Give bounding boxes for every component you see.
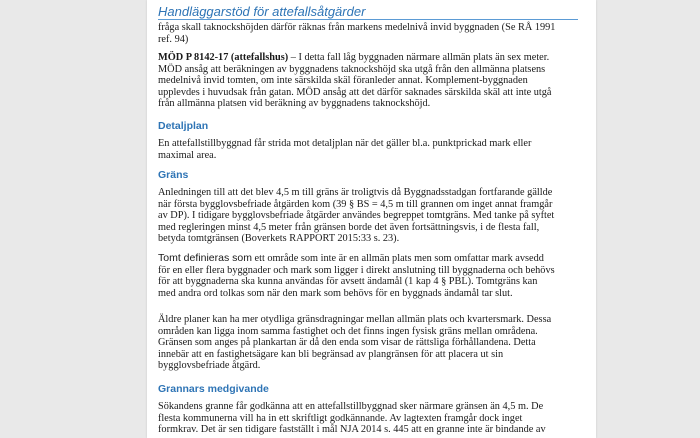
- tomt-definition-text: ett område som inte är en allmän plats men som omfattar mark avsedd för en eller flera byggnader och mark som ligger i direkt anslutning till byggnaderna och behövs för att byggnaderna ska kunna användas för avsett ändamål (1 kap 4 § PBL). Tomtgräns kan med andra ord tolkas som när den mark som behövs för en byggnads ändamål tar slut.: [158, 253, 555, 299]
- grans-paragraph-3: Äldre planer kan ha mer otydliga gränsdragningar mellan allmän plats och kvartersmark. Dessa områden kan ligga inom samma fastighet och det finns ingen fysisk gräns mellan områdena. Gränsen som anges på plankartan är då den enda som visar de rättsliga förhållandena. Detta innebär att en fastighetsägare kan bli begränsad av plangränsen för att placera ut sin bygglovsbefriade åtgärd.: [158, 314, 552, 372]
- document-page: [147, 0, 596, 438]
- page-header: Handläggarstöd för attefallsåtgärder: [158, 4, 366, 19]
- tomt-definition-lead: Tomt definieras som: [158, 252, 252, 264]
- grans-paragraph-2: [158, 253, 556, 299]
- mod-case-paragraph: [158, 52, 556, 110]
- detaljplan-paragraph: En attefallstillbyggnad får strida mot detaljplan när det gäller bl.a. punktprickad mark eller maximal area.: [158, 138, 532, 161]
- intro-paragraph: fråga skall taknockshöjden därför räknas från markens medelnivå invid byggnaden (Se RÅ 1991 ref. 94): [158, 22, 556, 45]
- heading-grannars-medgivande: Grannars medgivande: [158, 383, 269, 395]
- case-text: – I detta fall låg byggnaden närmare allmän plats än sex meter. MÖD ansåg att beräkningen av byggnadens taknockshöjd ska utgå från den allmänna platsens medelnivå invid tomten, om inte särskilda skäl föranleder annat. Komplement-byggnaden upplevdes i huvudsak från gatan. MÖD ansåg att det därför saknades särskilda skäl att inte utgå från allmänna platsen vid beräkning av byggnadens taknockshöjd.: [158, 52, 552, 110]
- grans-paragraph-1: Anledningen till att det blev 4,5 m till gräns är troligtvis då Byggnadsstadgan fortfarande gällde när första bygglovsbefriade åtgärden kom (39 § BS = 4,5 m till grannen om inget annat framgår av DP). I tidigare bygglovsbefriade åtgärder användes begreppet tomtgräns. Med tanke på syftet med regleringen minst 4,5 meter från gränsen borde det även fortsättningsvis, i de flesta fall, betyda tomtgränsen (Boverkets RAPPORT 2015:33 s. 23).: [158, 187, 555, 245]
- heading-detaljplan: Detaljplan: [158, 120, 209, 132]
- heading-grans: Gräns: [158, 169, 189, 181]
- case-reference: MÖD P 8142-17 (attefallshus): [158, 52, 289, 63]
- header-divider: [158, 19, 578, 20]
- grannar-paragraph: Sökandens granne får godkänna att en attefallstillbyggnad sker närmare gränsen än 4,5 m. De flesta kommunerna vill ha in ett skriftligt godkännande. Av lagtexten framgår dock inget formkrav. Det är sen tidigare fastställt i mål NJA 2014 s. 445 att en granne inte är bindande av: [158, 401, 546, 436]
